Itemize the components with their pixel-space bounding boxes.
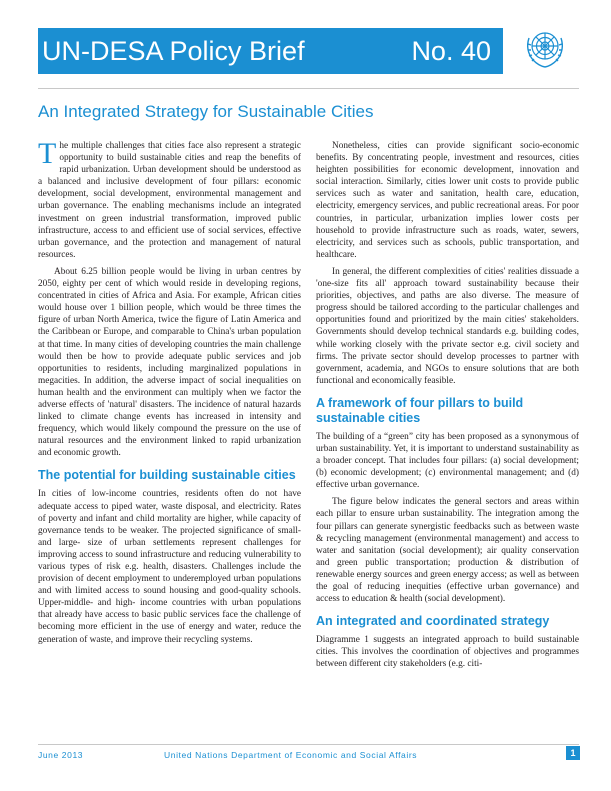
brief-number: No. 40: [411, 36, 491, 66]
body-paragraph: In general, the different complexities of cities' realities dissuade a 'one-size fits all' approach toward sustainability because their priorities, objectives, and paths are also diverse. The measure of progress should be tailored according to the particular challenges and opportunities found and prioritized by the main cities' stakeholders. Governments should develop technical standards e.g. building codes, while working closely with the private sector e.g. civil society and firms. The private sector should develop processes to partner with government, academia, and NGOs to ensure solutions that are both functional and economically feasible.: [316, 266, 579, 386]
section-heading: A framework of four pillars to build sustainable cities: [316, 395, 524, 425]
footer-divider: [38, 744, 579, 745]
section-heading: An integrated and coordinated strategy: [316, 614, 550, 629]
page-number: 1: [566, 746, 580, 760]
header-divider: [38, 88, 579, 89]
footer-organization: United Nations Department of Economic and Social Affairs: [164, 750, 418, 760]
body-paragraph: In cities of low-income countries, residents often do not have adequate access to piped water, waste disposal, and electricity. Rates of poverty and infant and child mortality are higher, while capacity of governance tends to be weaker. The projected significance of small- and large- size of urban settlements represent challenges for improving access to sound infrastructure and reducing vulnerability to various types of risk e.g. health, disasters. Challenges include the provision of decent employment to underemployed urban populations and with limited access to sound housing and good-quality schools. Upper-middle- and high- income countries with urban populations that already have access to basic public services face the challenge of becoming more efficient in the use of energy and water, reduce the generation of waste, and improve their recycling systems.: [38, 489, 301, 645]
right-column: [316, 140, 579, 675]
series-title: UN-DESA Policy Brief: [42, 36, 305, 66]
body-paragraph: The figure below indicates the general sectors and areas within each pillar to ensure urban sustainability. The integration among the four pillars can generate synergistic feedbacks such as between waste & recycling management (environmental management) and access to water and sanitation (social development); air quality conservation and green public transportation; production & distribution of renewable energy sources and green energy access; as well as between the goal of reducing inequities (effective urban governance) and access to education & health (social development).: [316, 497, 579, 605]
intro-paragraph: [38, 137, 301, 261]
page-title: An Integrated Strategy for Sustainable Cities: [38, 102, 374, 121]
un-emblem-icon: [523, 26, 567, 70]
drop-cap: T: [38, 137, 57, 170]
left-column: [38, 137, 301, 651]
body-paragraph: Diagramme 1 suggests an integrated approach to build sustainable cities. This involves the coordination of objectives and programmes between different city stakeholders (e.g. citi-: [316, 635, 579, 670]
intro-paragraph-text: he multiple challenges that cities face also represent a strategic opportunity to build sustainable cities and reap the benefits of rapid urbanization. Urban development should be understood as a balanced and inclusive development of four pillars: economic development, social development, environmental management and urban governance. The enabling mechanisms include an integrated investment on green industrial transformation, improved public infrastructure, access to and efficient use of social services, effective urban governance, and the protection and management of natural resources.: [38, 141, 301, 260]
body-paragraph: The building of a “green” city has been proposed as a synonymous of urban sustainability. Yet, it is important to understand sustainability as a broader concept. That includes four pillars: (a) social development; (b) economic development; (c) environmental management; and (d) effective urban governance.: [316, 431, 579, 491]
body-paragraph: Nonetheless, cities can provide significant socio-economic benefits. By concentrating people, investment and resources, cities heighten possibilities for economic development, innovation and social interaction. Similarly, cities lower unit costs to provide public services such as water and sanitation, health care, education, electricity, emergency services, and public recreational areas. For poor countries, in particular, urbanization implies lower costs per household to provide infrastructure such as roads, water, sewers, electricity, and services such as schools, public transportation, and healthcare.: [316, 141, 579, 260]
section-heading: The potential for building sustainable cities: [38, 468, 296, 483]
policy-brief-banner: [38, 28, 503, 74]
footer-date: June 2013: [38, 750, 84, 760]
body-paragraph: About 6.25 billion people would be living in urban centres by 2050, eighty per cent of which would reside in developing regions, concentrated in cities of Africa and Asia. For example, African cities would house over 1 billion people, which would be three times the figure of urban North America, twice the figure of Latin America and the Caribbean or Europe, and comparable to China's urban population at that time. In many cities of developing countries the main challenge would then be how to provide adequate public services and job opportunities to residents, including marginalized populations in megacities. In addition, the adverse impact of social inequalities on human health and the environment can multiply when we factor the adverse effects of 'natural' disasters. The incidence of natural hazards linked to climate change events has increased in intensity and frequency, which would likely compound the pressure on the use of natural resources and the environment linked to rapid urbanization and economic growth.: [38, 266, 301, 459]
